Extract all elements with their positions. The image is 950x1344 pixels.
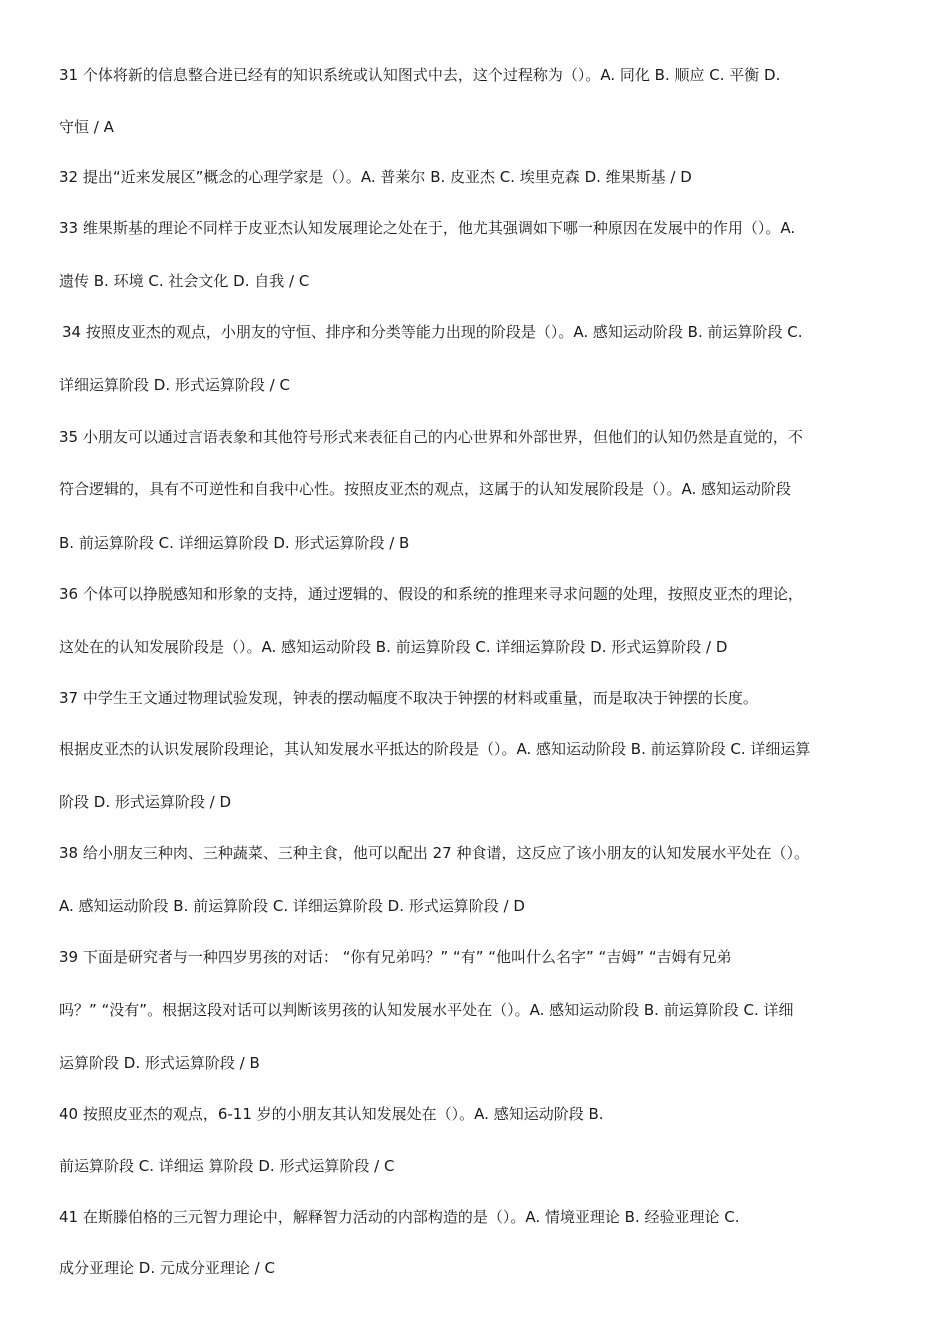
text-line-q33-a: 33 维果斯基的理论不同样于皮亚杰认知发展理论之处在于，他尤其强调如下哪一种原因在发展中的作用（）。A.: [59, 219, 796, 237]
text-line-q34-a: 34 按照皮亚杰的观点，小朋友的守恒、排序和分类等能力出现的阶段是（）。A. 感知运动阶段 B. 前运算阶段 C.: [62, 323, 803, 341]
text-line-q39-b: 吗？” “没有”。根据这段对话可以判断该男孩的认知发展水平处在（）。A. 感知运动阶段 B. 前运算阶段 C. 详细: [59, 1001, 794, 1019]
text-line-q41-b: 成分亚理论 D. 元成分亚理论 / C: [59, 1259, 275, 1277]
text-line-q35-a: 35 小朋友可以通过言语表象和其他符号形式来表征自己的内心世界和外部世界，但他们的认知仍然是直觉的，不: [59, 428, 803, 446]
text-line-q39-c: 运算阶段 D. 形式运算阶段 / B: [59, 1054, 260, 1072]
text-line-q35-c: B. 前运算阶段 C. 详细运算阶段 D. 形式运算阶段 / B: [59, 534, 410, 552]
text-line-q36-b: 这处在的认知发展阶段是（）。A. 感知运动阶段 B. 前运算阶段 C. 详细运算阶段 D. 形式运算阶段 / D: [59, 638, 728, 656]
text-line-q41-a: 41 在斯滕伯格的三元智力理论中，解释智力活动的内部构造的是（）。A. 情境亚理论 B. 经验亚理论 C.: [59, 1208, 740, 1226]
text-line-q35-b: 符合逻辑的，具有不可逆性和自我中心性。按照皮亚杰的观点，这属于的认知发展阶段是（）。A. 感知运动阶段: [59, 480, 792, 498]
text-line-q37-a: 37 中学生王文通过物理试验发现，钟表的摆动幅度不取决于钟摆的材料或重量，而是取决于钟摆的长度。: [59, 689, 758, 707]
text-line-q34-b: 详细运算阶段 D. 形式运算阶段 / C: [59, 376, 290, 394]
text-line-q40-b: 前运算阶段 C. 详细运 算阶段 D. 形式运算阶段 / C: [59, 1157, 395, 1175]
text-line-q37-b: 根据皮亚杰的认识发展阶段理论，其认知发展水平抵达的阶段是（）。A. 感知运动阶段 B. 前运算阶段 C. 详细运算: [59, 740, 811, 758]
text-line-q38-a: 38 给小朋友三种肉、三种蔬菜、三种主食，他可以配出 27 种食谱，这反应了该小朋友的认知发展水平处在（）。: [59, 844, 809, 862]
text-line-q32: 32 提出“近来发展区”概念的心理学家是（）。A. 普莱尔 B. 皮亚杰 C. 埃里克森 D. 维果斯基 / D: [59, 168, 692, 186]
text-line-q31-b: 守恒 / A: [59, 118, 114, 136]
text-line-q39-a: 39 下面是研究者与一种四岁男孩的对话： “你有兄弟吗？” “有” “他叫什么名字” “吉姆” “吉姆有兄弟: [59, 948, 732, 966]
text-line-q38-b: A. 感知运动阶段 B. 前运算阶段 C. 详细运算阶段 D. 形式运算阶段 / D: [59, 897, 525, 915]
text-line-q37-c: 阶段 D. 形式运算阶段 / D: [59, 793, 231, 811]
text-line-q36-a: 36 个体可以挣脱感知和形象的支持，通过逻辑的、假设的和系统的推理来寻求问题的处理，按照皮亚杰的理论，: [59, 585, 803, 603]
text-line-q40-a: 40 按照皮亚杰的观点，6-11 岁的小朋友其认知发展处在（）。A. 感知运动阶段 B.: [59, 1105, 604, 1123]
text-line-q33-b: 遗传 B. 环境 C. 社会文化 D. 自我 / C: [59, 272, 310, 290]
text-line-q31-a: 31 个体将新的信息整合进已经有的知识系统或认知图式中去，这个过程称为（）。A. 同化 B. 顺应 C. 平衡 D.: [59, 66, 781, 84]
